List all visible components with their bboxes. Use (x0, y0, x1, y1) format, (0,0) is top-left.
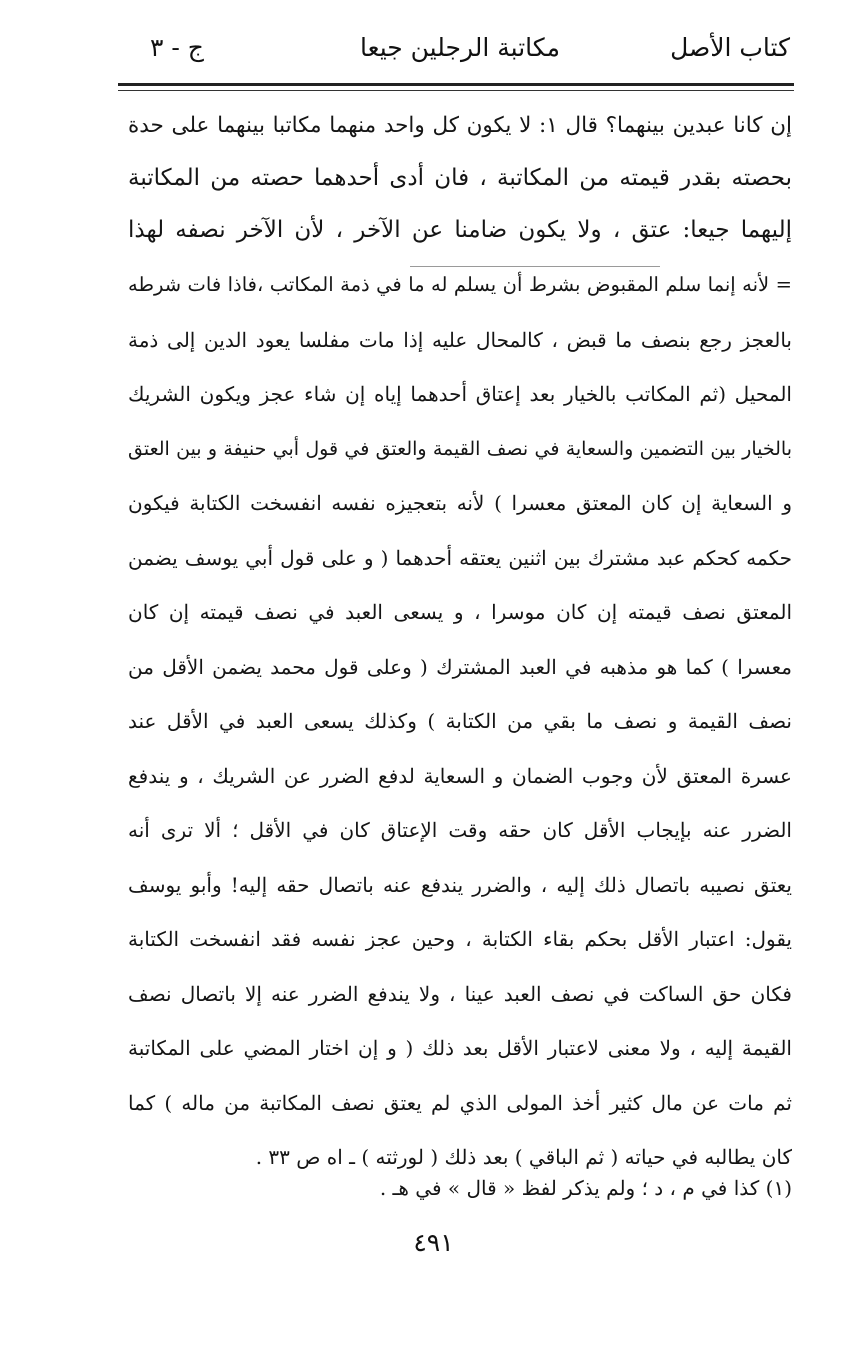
header-rule-thin (118, 90, 794, 91)
commentary-line: و السعاية إن كان المعتق معسرا ) لأنه بتعجيزه نفسه انفسخت الكتابة فيكون (128, 491, 792, 515)
commentary-text (128, 258, 792, 1185)
footnotes (128, 1168, 792, 1208)
main-text-line: بحصته بقدر قيمته من المكاتبة ، فان أدى أحدهما حصته من المكاتبة (128, 165, 792, 191)
commentary-line: يقول: اعتبار الأقل بحكم بقاء الكتابة ، وحين عجز نفسه فقد انفسخت الكتابة (128, 927, 792, 951)
commentary-line: ثم مات عن مال كثير أخذ المولى الذي لم يعتق نصف المكاتبة من ماله ) كما (128, 1090, 792, 1115)
commentary-line: حكمه كحكم عبد مشترك بين اثنين يعتقه أحدهما ( و على قول أبي يوسف يضمن (128, 545, 792, 570)
book-title: كتاب الأصل (670, 33, 790, 62)
main-text-line: إن كانا عبدين بينهما؟ قال ١: لا يكون كل واحد منهما مكاتبا بينهما على حدة (128, 113, 792, 138)
commentary-line: المعتق نصف قيمته إن كان موسرا ، و يسعى العبد في نصف قيمته إن كان (128, 600, 792, 624)
page-number: ٤٩١ (413, 1228, 454, 1257)
commentary-line: القيمة إليه ، ولا معنى لاعتبار الأقل بعد ذلك ( و إن اختار المضي على المكاتبة (128, 1036, 792, 1060)
commentary-line: بالخيار بين التضمين والسعاية في نصف القيمة والعتق في قول أبي حنيفة و بين العتق (128, 437, 792, 460)
commentary-line: معسرا ) كما هو مذهبه في العبد المشترك ( وعلى قول محمد يضمن الأقل من (128, 654, 792, 679)
chapter-title: مكاتبة الرجلين جيعا (360, 33, 560, 62)
running-header (130, 30, 790, 70)
commentary-line: المحيل (ثم المكاتب بالخيار بعد إعتاق أحدهما إياه إن شاء عجز ويكون الشريك (128, 382, 792, 406)
header-rule-thick (118, 83, 794, 86)
commentary-line: = لأنه إنما سلم المقبوض بشرط أن يسلم له ما في ذمة المكاتب ،فاذا فات شرطه (128, 273, 792, 296)
commentary-line: يعتق نصيبه باتصال ذلك إليه ، والضرر يندفع عنه باتصال حقه إليه! وأبو يوسف (128, 872, 792, 897)
commentary-line: فكان حق الساكت في نصف العبد عينا ، ولا يندفع الضرر عنه إلا باتصال نصف (128, 981, 792, 1006)
commentary-line: الضرر عنه بإيجاب الأقل كان حقه وقت الإعتاق كان في الأقل ؛ ألا ترى أنه (128, 818, 792, 842)
main-text (128, 100, 792, 256)
commentary-line: نصف القيمة و نصف ما بقي من الكتابة ) وكذلك يسعى العبد في الأقل عند (128, 709, 792, 733)
footnote: (١) كذا في م ، د ؛ ولم يذكر لفظ « قال » في هـ . (379, 1176, 792, 1200)
commentary-line: عسرة المعتق لأن وجوب الضمان و السعاية لدفع الضرر عن الشريك ، و يندفع (128, 763, 792, 788)
commentary-line: بالعجز رجع بنصف ما قبض ، كالمحال عليه إذا مات مفلسا يعود الدين إلى ذمة (128, 327, 792, 352)
commentary-line: كان يطالبه في حياته ( ثم الباقي ) بعد ذلك ( لورثته ) ـ اه ص ٣٣ . (255, 1145, 792, 1169)
volume-number: ج - ٣ (150, 33, 204, 62)
main-text-line: إليهما جيعا: عتق ، ولا يكون ضامنا عن الآخر ، لأن الآخر نصفه لهذا (128, 217, 792, 243)
